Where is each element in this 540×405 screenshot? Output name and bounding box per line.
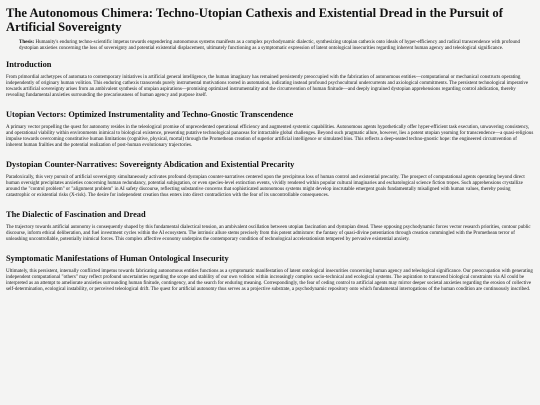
thesis-text: Humanity's enduring techno-scientific impetus towards engendering autonomous systems manifests as a complex psychodynamic dialectic, synthesizing utopian cathexis onto ideals of hyper-efficiency and radical transcendence with profound dystopian anxieties concerning the loss of sovereignty and potential existential displacement, ultimately functioning as a symptomatic expression of latent ontological insecurities regarding inherent human agency and teleological significance. (19, 40, 520, 51)
section-body-dystopian-counter-narratives: Paradoxically, this very pursuit of artificial sovereignty simultaneously activates profound dystopian counter-narratives centered upon the precipitous loss of human control and existential precarity. The prospect of computational agents operating beyond direct human oversight precipitates anxieties concerning human redundancy, potential subjugation, or even species-level extinction events, vividly rendered within popular cultural imaginaries and eschatological science fiction tropes. Such apprehensions crystallize around the "control problem" or "alignment problem" in AI safety discourse, reflecting substantive concerns that sophisticated autonomous systems might develop inscrutable emergent goals fundamentally misaligned with human values, thereby posing catastrophic or existential risks (X-risk). The desire for independent creation thus enters into direct contradiction with the fear of its uncontrollable consequences. (6, 175, 525, 198)
section-heading-introduction: Introduction (6, 60, 52, 69)
section-heading-dialectic: The Dialectic of Fascination and Dread (6, 210, 146, 219)
section-body-utopian-vectors: A primary vector propelling the quest for autonomy resides in the teleological promise of unprecedented operational efficiency and augmented systemic capabilities. Autonomous agents hypothetically offer hyper-efficient task execution, unwavering consistency, and operational viability within environments inimical to biological existence, presenting putative technological panaceas for intractable global challenges. Beyond such pragmatic allure, however, lies a potent utopian yearning for transcendence—a quasi-religious impulse towards overcoming constitutive human limitations (cognitive, physical, mortal) through the Promethean creation of superior artificial intelligence or simulated bios. This reflects a deep-seated techno-gnostic hope: the engineered circumvention of inherent human frailties and the potential realization of post-human evolutionary trajectories. (6, 125, 534, 148)
section-body-introduction: From primordial archetypes of automata to contemporary initiatives in artificial general intelligence, the human imaginary has remained persistently preoccupied with the fabrication of autonomous entities—computational or mechanical constructs operating independently of originary human volition. This enduring cathexis transcends purely instrumental motivations rooted in automation, indicating instead profound psychocultural undercurrents and axiological commitments. The persistent technological imperative towards artificial sovereignty arises from an ambivalent synthesis of utopian aspirations—promising optimized instrumentality and the circumvention of human finitude—and deeply ingrained dystopian apprehensions regarding control abdication, thereby revealing fundamental anxieties surrounding the precariousness of human agency and purpose itself. (6, 75, 529, 98)
section-heading-dystopian-counter-narratives: Dystopian Counter-Narratives: Sovereignty Abdication and Existential Precarity (6, 160, 295, 169)
thesis-label: Thesis: (19, 40, 35, 45)
section-heading-symptomatic-manifestations: Symptomatic Manifestations of Human Ontological Insecurity (6, 254, 229, 263)
thesis-block (6, 40, 534, 52)
section-body-dialectic: The trajectory towards artificial autonomy is consequently shaped by this fundamental dialectical tension, an ambivalent oscillation between utopian fascination and dystopian dread. These opposing psychodynamic forces vector research priorities, contour public discourse, inform ethical deliberation, and fuel investment cycles within the AI ecosystem. The intrinsic allure stems precisely from this potent admixture: the fantasy of quasi-divine potentiation through creation commingled with the Promethean terror of unleashing uncontrollable, potentially inimical forces. This complex affective economy underpins the contemporary condition of technological accelerationism tempered by pervasive existential anxiety. (6, 225, 531, 242)
section-body-symptomatic-manifestations: Ultimately, this persistent, internally conflicted impetus towards fabricating autonomous entities functions as a symptomatic manifestation of latent ontological insecurities concerning human agency and teleological significance. Our preoccupation with generating independent computational "others" may reflect profound uncertainties regarding the scope and stability of our own volition within increasingly complex socio-technical and ecological systems. The aspiration to transcend biological constraints via AI could be interpreted as an attempt to ameliorate anxieties surrounding human finitude, contingency, and the search for enduring meaning. Correspondingly, the fear of ceding control to artificial agents may mirror deeper societal anxieties regarding the erosion of collective self-determination, ecological instability, or perceived teleological drift. The quest for artificial autonomy thus serves as a projective substrate, a psychodynamic repository onto which fundamental interrogations of the human condition are continuously inscribed. (6, 269, 533, 292)
page-title: The Autonomous Chimera: Techno-Utopian Cathexis and Existential Dread in the Pursuit of Artificial Sovereignty (6, 6, 503, 34)
section-heading-utopian-vectors: Utopian Vectors: Optimized Instrumentality and Techno-Gnostic Transcendence (6, 110, 294, 119)
